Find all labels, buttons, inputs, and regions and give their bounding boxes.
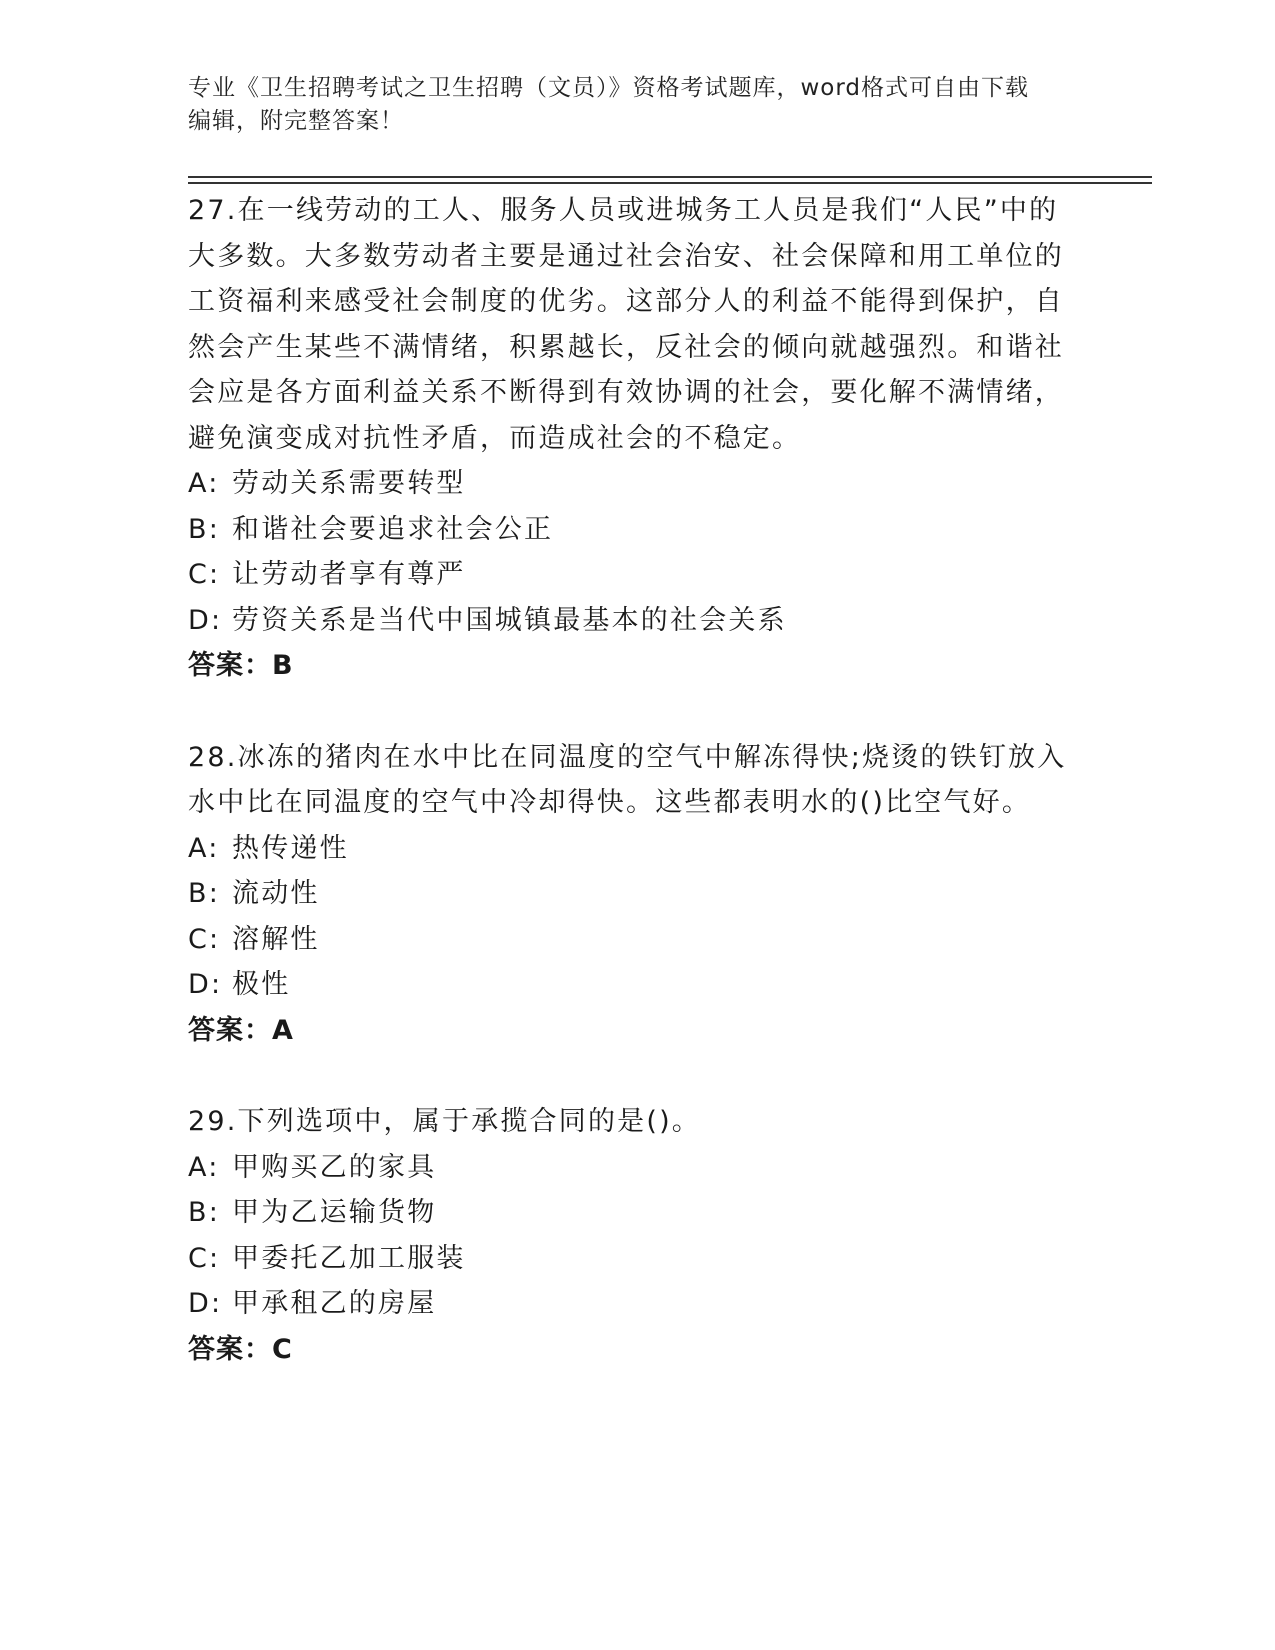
option-text: 让劳动者享有尊严 xyxy=(232,559,466,590)
option-key: B: xyxy=(188,1197,221,1228)
header-divider xyxy=(188,182,1152,184)
question-stem-line: 29.下列选项中，属于承揽合同的是()。 xyxy=(188,1106,702,1137)
option-key: B: xyxy=(188,878,221,909)
question-item xyxy=(188,735,1088,1054)
option-d xyxy=(188,962,1088,1008)
option-key: A: xyxy=(188,468,220,499)
option-text: 甲承租乙的房屋 xyxy=(232,1288,437,1319)
question-list xyxy=(188,188,1088,1418)
question-stem-line: 28.冰冻的猪肉在水中比在同温度的空气中解冻得快;烧烫的铁钉放入 xyxy=(188,741,1067,773)
option-key: C: xyxy=(188,1242,221,1274)
answer-line: 答案：C xyxy=(188,1333,293,1365)
question-stem-line: 27.在一线劳动的工人、服务人员或进城务工人员是我们“人民”中的 xyxy=(188,195,1059,226)
option-d xyxy=(188,1281,1088,1327)
option-b xyxy=(188,871,1088,917)
option-key: A: xyxy=(188,1151,220,1183)
option-text: 溶解性 xyxy=(232,923,320,955)
question-item xyxy=(188,1099,1088,1372)
option-key: C: xyxy=(188,559,221,590)
option-c xyxy=(188,552,1088,598)
answer-line: 答案：A xyxy=(188,1014,294,1046)
option-a xyxy=(188,826,1088,872)
question-stem-line: 工资福利来感受社会制度的优劣。这部分人的利益不能得到保护，自 xyxy=(188,286,1064,317)
option-key: A: xyxy=(188,832,220,864)
header-line: 专业《卫生招聘考试之卫生招聘（文员）》资格考试题库，word格式可自由下载 xyxy=(188,75,1030,101)
option-key: D: xyxy=(188,969,223,1000)
header-divider xyxy=(188,176,1152,178)
question-stem-line: 水中比在同温度的空气中冷却得快。这些都表明水的()比空气好。 xyxy=(188,787,1032,818)
option-a xyxy=(188,461,1088,507)
option-key: C: xyxy=(188,923,221,955)
option-key: B: xyxy=(188,513,221,545)
option-c xyxy=(188,917,1088,963)
option-text: 流动性 xyxy=(232,878,320,909)
option-text: 甲购买乙的家具 xyxy=(232,1151,437,1183)
option-b xyxy=(188,1190,1088,1236)
option-b xyxy=(188,507,1088,553)
option-key: D: xyxy=(188,604,223,636)
option-text: 劳资关系是当代中国城镇最基本的社会关系 xyxy=(232,604,787,636)
question-stem-line: 大多数。大多数劳动者主要是通过社会治安、社会保障和用工单位的 xyxy=(188,240,1064,272)
document-header xyxy=(188,72,1068,138)
option-text: 甲委托乙加工服装 xyxy=(232,1242,466,1274)
option-d xyxy=(188,598,1088,644)
option-text: 热传递性 xyxy=(232,832,349,864)
option-text: 和谐社会要追求社会公正 xyxy=(232,513,554,545)
answer-line: 答案：B xyxy=(188,650,294,681)
question-item xyxy=(188,188,1088,689)
option-text: 劳动关系需要转型 xyxy=(232,468,466,499)
option-a xyxy=(188,1145,1088,1191)
option-text: 甲为乙运输货物 xyxy=(232,1197,437,1228)
question-stem-line: 然会产生某些不满情绪，积累越长，反社会的倾向就越强烈。和谐社 xyxy=(188,331,1064,363)
option-text: 极性 xyxy=(232,969,291,1000)
question-stem-line: 会应是各方面利益关系不断得到有效协调的社会，要化解不满情绪， xyxy=(188,377,1064,408)
option-c xyxy=(188,1236,1088,1282)
header-line: 编辑，附完整答案！ xyxy=(188,108,404,134)
question-stem-line: 避免演变成对抗性矛盾，而造成社会的不稳定。 xyxy=(188,422,802,454)
option-key: D: xyxy=(188,1288,223,1319)
